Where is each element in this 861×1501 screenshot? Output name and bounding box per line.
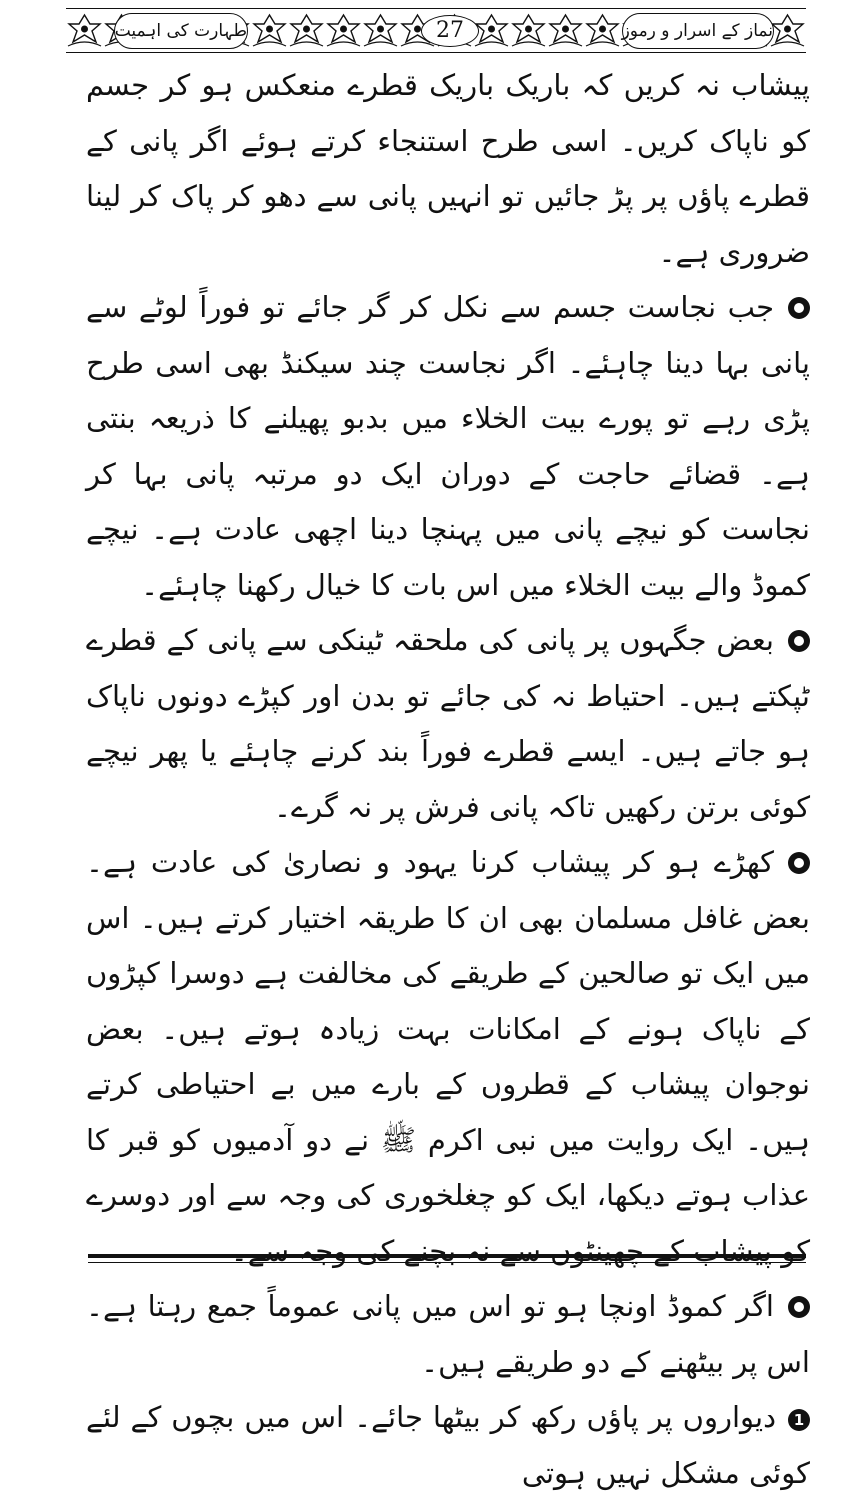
numbered-paragraph <box>86 1390 810 1501</box>
footer-rule-thin <box>88 1262 806 1263</box>
footer-rule-thick <box>88 1254 806 1258</box>
paragraph-continued <box>86 58 810 280</box>
running-header <box>66 6 806 56</box>
paragraph-text: اگر کموڈ اونچا ہو تو اس میں پانی عموماً جمع رہتا ہے۔ اس پر بیٹھنے کے دو طریقے ہیں۔ <box>86 1289 810 1379</box>
header-bottom-rule <box>66 52 806 53</box>
bullet-circle-icon <box>788 297 810 319</box>
page-number: 27 <box>421 15 479 47</box>
header-top-rule <box>66 8 806 9</box>
paragraph-text: دیواروں پر پاؤں رکھ کر بیٹھا جائے۔ اس میں بچوں کے لئے کوئی مشکل نہیں ہوتی <box>86 1400 810 1490</box>
bullet-paragraph <box>86 1279 810 1390</box>
bullet-circle-icon <box>788 852 810 874</box>
bullet-paragraph <box>86 280 810 613</box>
paragraph-text: پیشاب نہ کریں کہ باریک باریک قطرے منعکس ہو کر جسم کو ناپاک کریں۔ اسی طرح استنجاء کرتے ہوئے اگر پانی کے قطرے پاؤں پر پڑ جائیں تو انہیں پانی سے دھو کر پاک کر لینا ضروری ہے۔ <box>86 68 810 269</box>
bullet-paragraph <box>86 613 810 835</box>
chapter-title: طہارت کی اہمیت <box>114 13 248 49</box>
book-title: نماز کے اسرار و رموز <box>622 13 774 49</box>
paragraph-text: بعض جگہوں پر پانی کی ملحقہ ٹینکی سے پانی کے قطرے ٹپکتے ہیں۔ احتیاط نہ کی جائے تو بدن اور کپڑے دونوں ناپاک ہو جاتے ہیں۔ ایسے قطرے فوراً بند کرنے چاہئے یا پھر نیچے کوئی برتن رکھیں تاکہ پانی فرش پر نہ گرے۔ <box>86 623 810 824</box>
page-body <box>86 58 810 1501</box>
paragraph-text: جب نجاست جسم سے نکل کر گر جائے تو فوراً لوٹے سے پانی بہا دینا چاہئے۔ اگر نجاست چند سیکنڈ بھی اسی طرح پڑی رہے تو پورے بیت الخلاء میں بدبو پھیلنے کا ذریعہ بنتی ہے۔ قضائے حاجت کے دوران ایک دو مرتبہ پانی بہا کر نجاست کو نیچے پانی میں پہنچا دینا اچھی عادت ہے۔ نیچے کموڈ والے بیت الخلاء میں اس بات کا خیال رکھنا چاہئے۔ <box>86 290 810 602</box>
bullet-circle-icon <box>788 630 810 652</box>
number-circle-icon: 1 <box>788 1409 810 1431</box>
bullet-paragraph <box>86 835 810 1279</box>
paragraph-text: کھڑے ہو کر پیشاب کرنا یہود و نصاریٰ کی عادت ہے۔ بعض غافل مسلمان بھی ان کا طریقہ اختیار کرتے ہیں۔ اس میں ایک تو صالحین کے طریقے کی مخالفت ہے دوسرا کپڑوں کے ناپاک ہونے کے امکانات بہت زیادہ ہوتے ہیں۔ بعض نوجوان پیشاب کے قطروں کے بارے میں بے احتیاطی کرتے ہیں۔ ایک روایت میں نبی اکرم ﷺ نے دو آدمیوں کو قبر کا عذاب ہوتے دیکھا، ایک کو چغلخوری کی وجہ سے اور دوسرے کو پیشاب کے چھینٹوں سے نہ بچنے کی وجہ سے۔ <box>86 845 810 1268</box>
bullet-circle-icon <box>788 1296 810 1318</box>
